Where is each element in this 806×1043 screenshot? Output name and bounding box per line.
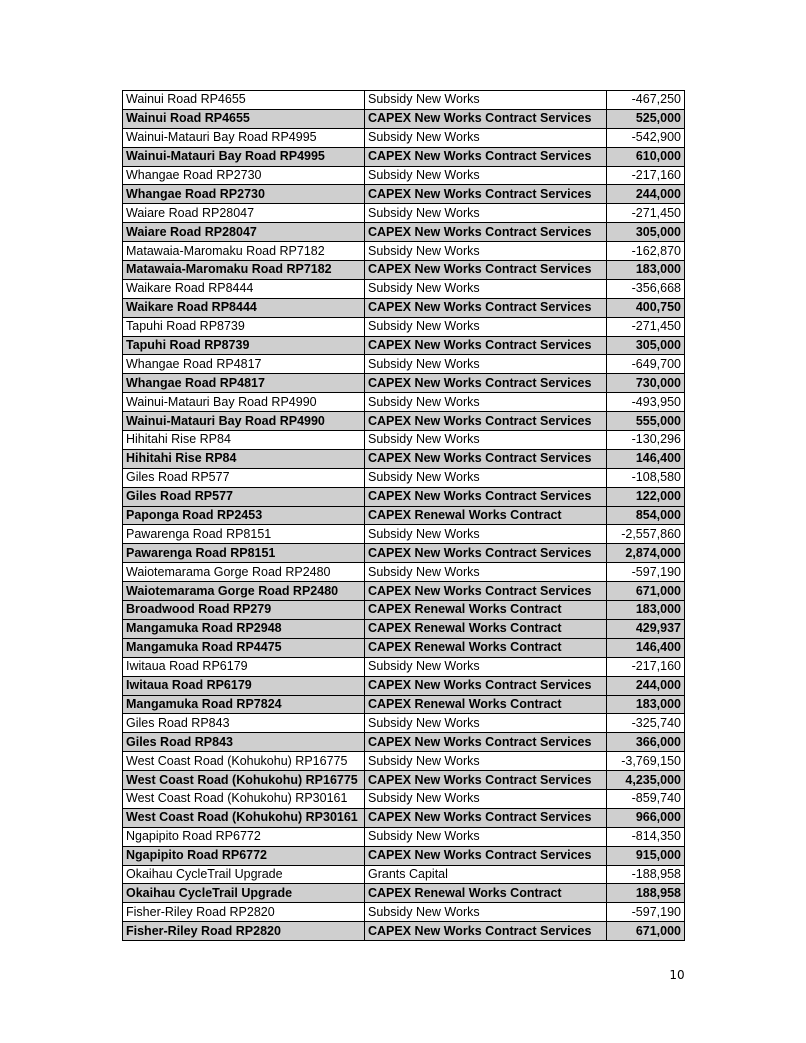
category-cell: Subsidy New Works xyxy=(365,714,607,733)
amount-cell: 429,937 xyxy=(607,619,685,638)
amount-cell: -356,668 xyxy=(607,279,685,298)
category-cell: Subsidy New Works xyxy=(365,563,607,582)
road-cell: Waiare Road RP28047 xyxy=(123,204,365,223)
road-cell: Fisher-Riley Road RP2820 xyxy=(123,903,365,922)
category-cell: CAPEX Renewal Works Contract xyxy=(365,619,607,638)
table-row xyxy=(123,695,685,714)
category-cell: CAPEX New Works Contract Services xyxy=(365,412,607,431)
road-cell: West Coast Road (Kohukohu) RP30161 xyxy=(123,808,365,827)
table-row xyxy=(123,676,685,695)
table-row xyxy=(123,431,685,450)
road-cell: Mangamuka Road RP4475 xyxy=(123,638,365,657)
category-cell: Subsidy New Works xyxy=(365,242,607,261)
table-row xyxy=(123,619,685,638)
road-cell: Whangae Road RP4817 xyxy=(123,355,365,374)
amount-cell: -130,296 xyxy=(607,431,685,450)
amount-cell: 366,000 xyxy=(607,733,685,752)
category-cell: Subsidy New Works xyxy=(365,393,607,412)
table-row xyxy=(123,261,685,280)
road-cell: Waiotemarama Gorge Road RP2480 xyxy=(123,582,365,601)
road-cell: Whangae Road RP4817 xyxy=(123,374,365,393)
road-cell: Pawarenga Road RP8151 xyxy=(123,525,365,544)
road-cell: Mangamuka Road RP2948 xyxy=(123,619,365,638)
table-row xyxy=(123,922,685,941)
table-row xyxy=(123,506,685,525)
road-cell: Paponga Road RP2453 xyxy=(123,506,365,525)
amount-cell: -3,769,150 xyxy=(607,752,685,771)
road-cell: Wainui-Matauri Bay Road RP4995 xyxy=(123,128,365,147)
amount-cell: 525,000 xyxy=(607,109,685,128)
amount-cell: -271,450 xyxy=(607,204,685,223)
amount-cell: 671,000 xyxy=(607,922,685,941)
amount-cell: 244,000 xyxy=(607,185,685,204)
table-row xyxy=(123,109,685,128)
table-row xyxy=(123,544,685,563)
amount-cell: -162,870 xyxy=(607,242,685,261)
table-row xyxy=(123,903,685,922)
amount-cell: 854,000 xyxy=(607,506,685,525)
table-row xyxy=(123,601,685,620)
category-cell: Subsidy New Works xyxy=(365,431,607,450)
road-cell: Waikare Road RP8444 xyxy=(123,298,365,317)
category-cell: CAPEX New Works Contract Services xyxy=(365,922,607,941)
amount-cell: 122,000 xyxy=(607,487,685,506)
table-row xyxy=(123,582,685,601)
table-row xyxy=(123,374,685,393)
category-cell: Subsidy New Works xyxy=(365,789,607,808)
table-row xyxy=(123,393,685,412)
road-cell: Wainui-Matauri Bay Road RP4990 xyxy=(123,412,365,431)
category-cell: CAPEX Renewal Works Contract xyxy=(365,506,607,525)
table-row xyxy=(123,563,685,582)
category-cell: CAPEX New Works Contract Services xyxy=(365,261,607,280)
category-cell: Subsidy New Works xyxy=(365,204,607,223)
amount-cell: -597,190 xyxy=(607,903,685,922)
amount-cell: 305,000 xyxy=(607,223,685,242)
table-row xyxy=(123,525,685,544)
amount-cell: 244,000 xyxy=(607,676,685,695)
amount-cell: 730,000 xyxy=(607,374,685,393)
category-cell: CAPEX New Works Contract Services xyxy=(365,582,607,601)
amount-cell: -217,160 xyxy=(607,657,685,676)
table-row xyxy=(123,223,685,242)
table-row xyxy=(123,242,685,261)
road-cell: West Coast Road (Kohukohu) RP16775 xyxy=(123,752,365,771)
amount-cell: -108,580 xyxy=(607,468,685,487)
amount-cell: -649,700 xyxy=(607,355,685,374)
budget-table xyxy=(122,90,685,941)
table-row xyxy=(123,865,685,884)
category-cell: Subsidy New Works xyxy=(365,279,607,298)
amount-cell: -2,557,860 xyxy=(607,525,685,544)
table-row xyxy=(123,808,685,827)
table-row xyxy=(123,128,685,147)
road-cell: Tapuhi Road RP8739 xyxy=(123,336,365,355)
category-cell: Subsidy New Works xyxy=(365,355,607,374)
category-cell: CAPEX New Works Contract Services xyxy=(365,846,607,865)
road-cell: Giles Road RP843 xyxy=(123,733,365,752)
table-row xyxy=(123,771,685,790)
amount-cell: 188,958 xyxy=(607,884,685,903)
category-cell: CAPEX Renewal Works Contract xyxy=(365,695,607,714)
road-cell: Pawarenga Road RP8151 xyxy=(123,544,365,563)
table-row xyxy=(123,185,685,204)
road-cell: Whangae Road RP2730 xyxy=(123,166,365,185)
category-cell: Subsidy New Works xyxy=(365,91,607,110)
road-cell: Whangae Road RP2730 xyxy=(123,185,365,204)
category-cell: CAPEX New Works Contract Services xyxy=(365,109,607,128)
road-cell: Wainui-Matauri Bay Road RP4990 xyxy=(123,393,365,412)
category-cell: CAPEX New Works Contract Services xyxy=(365,676,607,695)
category-cell: CAPEX New Works Contract Services xyxy=(365,487,607,506)
amount-cell: -597,190 xyxy=(607,563,685,582)
road-cell: West Coast Road (Kohukohu) RP30161 xyxy=(123,789,365,808)
table-row xyxy=(123,657,685,676)
category-cell: CAPEX New Works Contract Services xyxy=(365,223,607,242)
amount-cell: 966,000 xyxy=(607,808,685,827)
category-cell: CAPEX New Works Contract Services xyxy=(365,771,607,790)
amount-cell: -542,900 xyxy=(607,128,685,147)
category-cell: CAPEX Renewal Works Contract xyxy=(365,601,607,620)
page-number: 10 xyxy=(669,968,685,982)
road-cell: Broadwood Road RP279 xyxy=(123,601,365,620)
road-cell: Okaihau CycleTrail Upgrade xyxy=(123,884,365,903)
road-cell: Ngapipito Road RP6772 xyxy=(123,846,365,865)
amount-cell: 4,235,000 xyxy=(607,771,685,790)
amount-cell: 555,000 xyxy=(607,412,685,431)
amount-cell: 915,000 xyxy=(607,846,685,865)
table-row xyxy=(123,827,685,846)
table-row xyxy=(123,449,685,468)
table-row xyxy=(123,487,685,506)
category-cell: Subsidy New Works xyxy=(365,657,607,676)
road-cell: Waiotemarama Gorge Road RP2480 xyxy=(123,563,365,582)
amount-cell: 2,874,000 xyxy=(607,544,685,563)
amount-cell: -859,740 xyxy=(607,789,685,808)
road-cell: West Coast Road (Kohukohu) RP16775 xyxy=(123,771,365,790)
road-cell: Okaihau CycleTrail Upgrade xyxy=(123,865,365,884)
road-cell: Hihitahi Rise RP84 xyxy=(123,449,365,468)
road-cell: Giles Road RP843 xyxy=(123,714,365,733)
category-cell: Subsidy New Works xyxy=(365,752,607,771)
amount-cell: -814,350 xyxy=(607,827,685,846)
road-cell: Giles Road RP577 xyxy=(123,468,365,487)
amount-cell: -467,250 xyxy=(607,91,685,110)
road-cell: Waikare Road RP8444 xyxy=(123,279,365,298)
category-cell: Subsidy New Works xyxy=(365,903,607,922)
road-cell: Waiare Road RP28047 xyxy=(123,223,365,242)
category-cell: CAPEX New Works Contract Services xyxy=(365,298,607,317)
amount-cell: 305,000 xyxy=(607,336,685,355)
table-row xyxy=(123,204,685,223)
table-row xyxy=(123,789,685,808)
category-cell: Grants Capital xyxy=(365,865,607,884)
budget-table-body xyxy=(123,91,685,941)
amount-cell: -271,450 xyxy=(607,317,685,336)
category-cell: CAPEX Renewal Works Contract xyxy=(365,638,607,657)
table-row xyxy=(123,317,685,336)
amount-cell: -188,958 xyxy=(607,865,685,884)
category-cell: Subsidy New Works xyxy=(365,827,607,846)
table-row xyxy=(123,884,685,903)
category-cell: Subsidy New Works xyxy=(365,128,607,147)
table-row xyxy=(123,147,685,166)
table-row xyxy=(123,279,685,298)
amount-cell: -325,740 xyxy=(607,714,685,733)
amount-cell: 671,000 xyxy=(607,582,685,601)
road-cell: Tapuhi Road RP8739 xyxy=(123,317,365,336)
table-row xyxy=(123,638,685,657)
amount-cell: 610,000 xyxy=(607,147,685,166)
table-row xyxy=(123,336,685,355)
road-cell: Hihitahi Rise RP84 xyxy=(123,431,365,450)
table-row xyxy=(123,733,685,752)
category-cell: CAPEX New Works Contract Services xyxy=(365,336,607,355)
category-cell: CAPEX New Works Contract Services xyxy=(365,808,607,827)
amount-cell: 146,400 xyxy=(607,449,685,468)
road-cell: Wainui-Matauri Bay Road RP4995 xyxy=(123,147,365,166)
amount-cell: 183,000 xyxy=(607,261,685,280)
road-cell: Ngapipito Road RP6772 xyxy=(123,827,365,846)
table-row xyxy=(123,412,685,431)
category-cell: CAPEX New Works Contract Services xyxy=(365,544,607,563)
category-cell: CAPEX New Works Contract Services xyxy=(365,147,607,166)
road-cell: Wainui Road RP4655 xyxy=(123,91,365,110)
category-cell: Subsidy New Works xyxy=(365,468,607,487)
table-row xyxy=(123,166,685,185)
road-cell: Matawaia-Maromaku Road RP7182 xyxy=(123,242,365,261)
road-cell: Mangamuka Road RP7824 xyxy=(123,695,365,714)
table-row xyxy=(123,355,685,374)
amount-cell: 146,400 xyxy=(607,638,685,657)
table-row xyxy=(123,298,685,317)
table-row xyxy=(123,714,685,733)
table-row xyxy=(123,752,685,771)
category-cell: CAPEX New Works Contract Services xyxy=(365,185,607,204)
category-cell: Subsidy New Works xyxy=(365,317,607,336)
table-row xyxy=(123,468,685,487)
amount-cell: -493,950 xyxy=(607,393,685,412)
road-cell: Matawaia-Maromaku Road RP7182 xyxy=(123,261,365,280)
category-cell: Subsidy New Works xyxy=(365,525,607,544)
road-cell: Wainui Road RP4655 xyxy=(123,109,365,128)
amount-cell: -217,160 xyxy=(607,166,685,185)
category-cell: CAPEX New Works Contract Services xyxy=(365,733,607,752)
table-row xyxy=(123,846,685,865)
category-cell: CAPEX New Works Contract Services xyxy=(365,374,607,393)
category-cell: Subsidy New Works xyxy=(365,166,607,185)
category-cell: CAPEX Renewal Works Contract xyxy=(365,884,607,903)
amount-cell: 183,000 xyxy=(607,695,685,714)
amount-cell: 400,750 xyxy=(607,298,685,317)
road-cell: Giles Road RP577 xyxy=(123,487,365,506)
road-cell: Fisher-Riley Road RP2820 xyxy=(123,922,365,941)
amount-cell: 183,000 xyxy=(607,601,685,620)
table-row xyxy=(123,91,685,110)
road-cell: Iwitaua Road RP6179 xyxy=(123,676,365,695)
road-cell: Iwitaua Road RP6179 xyxy=(123,657,365,676)
category-cell: CAPEX New Works Contract Services xyxy=(365,449,607,468)
